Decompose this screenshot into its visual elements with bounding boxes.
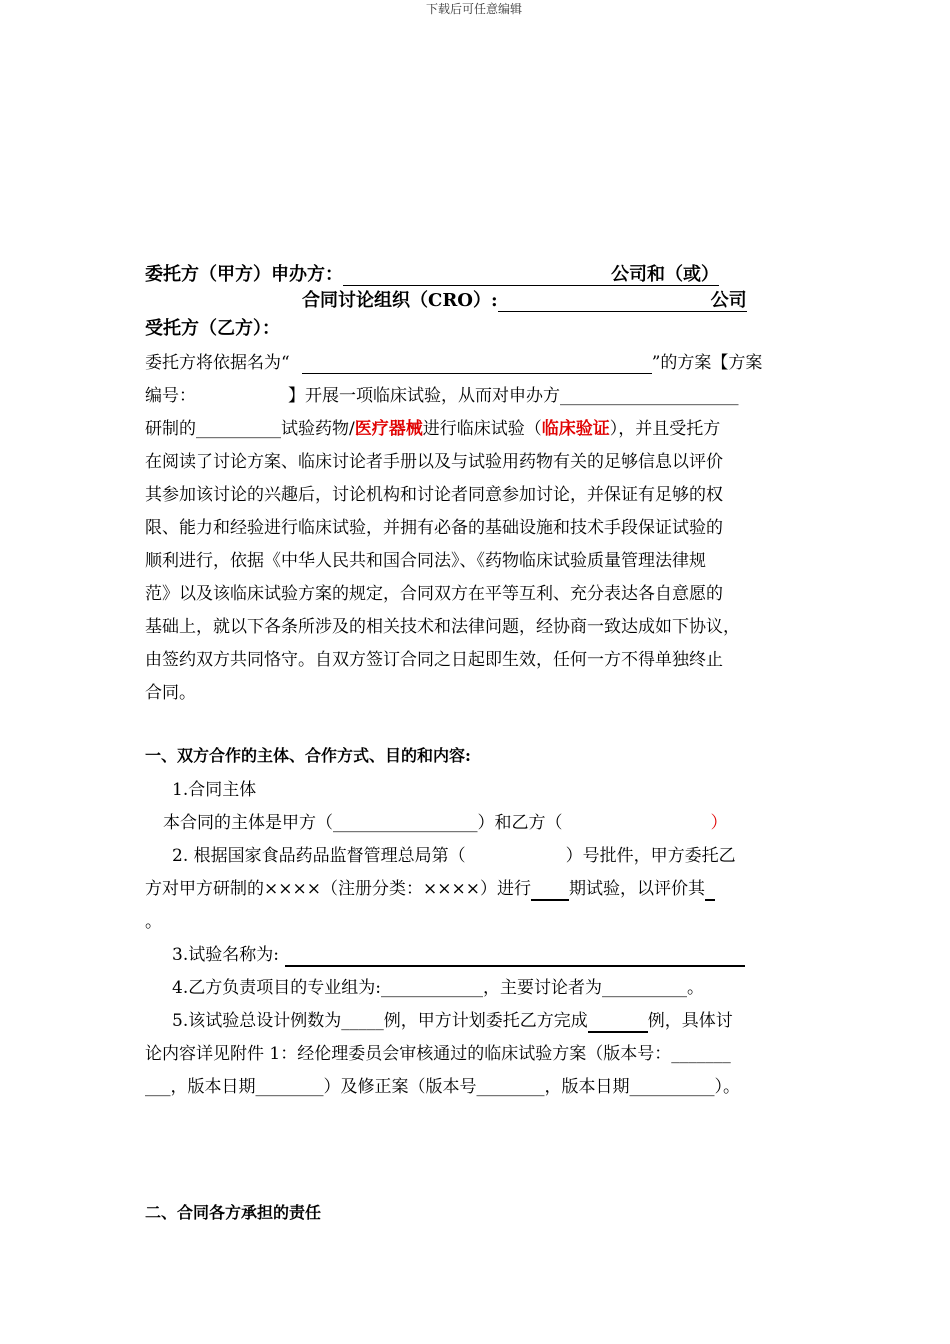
item2-c: 方对甲方研制的××××（注册分类：××××）进行 [145,879,531,899]
plan-name-blank[interactable] [302,353,652,374]
intro-line-9: 基础上，就以下各条所涉及的相关技术和法律问题，经协商一致达成如下协议， [145,617,740,637]
cro-label: 合同讨论组织（CRO）: [302,290,498,311]
intro-l2-a: 编号： [145,386,196,406]
item2-d: 期试验，以评价其 [568,879,705,899]
item2-line-1 [172,841,736,866]
intro-line-6: 限、能力和经验进行临床试验，并拥有必备的基础设施和技术手段保证试验的 [145,518,723,538]
item5-line-1 [172,1006,733,1033]
cases-blank[interactable] [588,1011,648,1033]
item1-text-a: 本合同的主体是甲方（_________________）和乙方（ [163,813,563,833]
cro-name-blank[interactable] [498,290,711,312]
intro-line-5: 其参加该讨论的兴趣后，讨论机构和讨论者同意参加讨论，并保证有足够的权 [145,485,723,505]
client-line [145,260,719,286]
item4-line: 4.乙方负责项目的专业组为:____________，主要讨论者为__________。 [172,978,704,998]
item2-a: 2. 根据国家食品药品监督管理总局第（ [172,846,466,866]
item3-line [172,940,745,967]
cro-line [302,286,747,312]
intro-line-4: 在阅读了讨论方案、临床讨论者手册以及与试验用药物有关的足够信息以评价 [145,452,723,472]
client-suffix: 公司和（或） [611,264,719,285]
intro-l1-a: 委托方将依据名为“ [145,353,290,373]
medical-device-highlight: 医疗器械 [354,419,423,439]
section1-title: 一、双方合作的主体、合作方式、目的和内容: [145,746,471,765]
item2-b: ）号批件，甲方委托乙 [565,846,736,866]
clinical-validation-highlight: 临床验证 [541,419,610,439]
cro-suffix: 公司 [710,290,747,311]
item5-b: 例，具体讨 [647,1011,733,1031]
item1-close-paren: ） [710,813,728,833]
item5-a: 5.该试验总设计例数为_____例，甲方计划委托乙方完成 [172,1011,588,1031]
item3-label: 3.试验名称为: [172,945,279,965]
item2-line-2 [145,874,715,901]
intro-line-10: 由签约双方共同恪守。自双方签订合同之日起即生效，任何一方不得单独终止 [145,650,723,670]
intro-line-3 [145,414,720,439]
trustee-label: 受托方（乙方）： [145,318,280,339]
intro-l3-a: 研制的__________试验药物/ [145,419,355,439]
client-label: 委托方（甲方）申办方： [145,264,343,285]
phase-blank[interactable] [531,879,569,901]
evaluate-blank[interactable] [705,879,715,901]
intro-l3-c: ），并且受托方 [609,419,721,439]
intro-line-2 [145,381,739,406]
intro-l2-b: 】开展一项临床试验，从而对申办方_____________________ [288,386,739,406]
intro-line-1 [145,348,762,374]
item1-title: 1.合同主体 [172,780,257,800]
trial-name-blank[interactable] [285,945,745,967]
intro-l3-b: 进行临床试验（ [422,419,542,439]
item2-line-3: 。 [145,912,162,932]
page-header-note: 下载后可任意编辑 [426,2,523,16]
intro-l1-b: ”的方案【方案 [651,353,763,373]
intro-line-7: 顺利进行，依据《中华人民共和国合同法》、《药物临床试验质量管理法律规 [145,551,706,571]
item1-text [163,808,728,833]
item5-line-2: 论内容详见附件 1：经伦理委员会审核通过的临床试验方案（版本号：_______ [145,1044,731,1064]
intro-line-8: 范》以及该临床试验方案的规定，合同双方在平等互利、充分表达各自意愿的 [145,584,723,604]
section2-title: 二、合同各方承担的责任 [145,1203,322,1222]
client-name-blank[interactable] [343,264,611,286]
intro-line-11: 合同。 [145,683,196,703]
item5-line-3: ___，版本日期________）及修正案（版本号________，版本日期__________）。 [145,1077,740,1097]
